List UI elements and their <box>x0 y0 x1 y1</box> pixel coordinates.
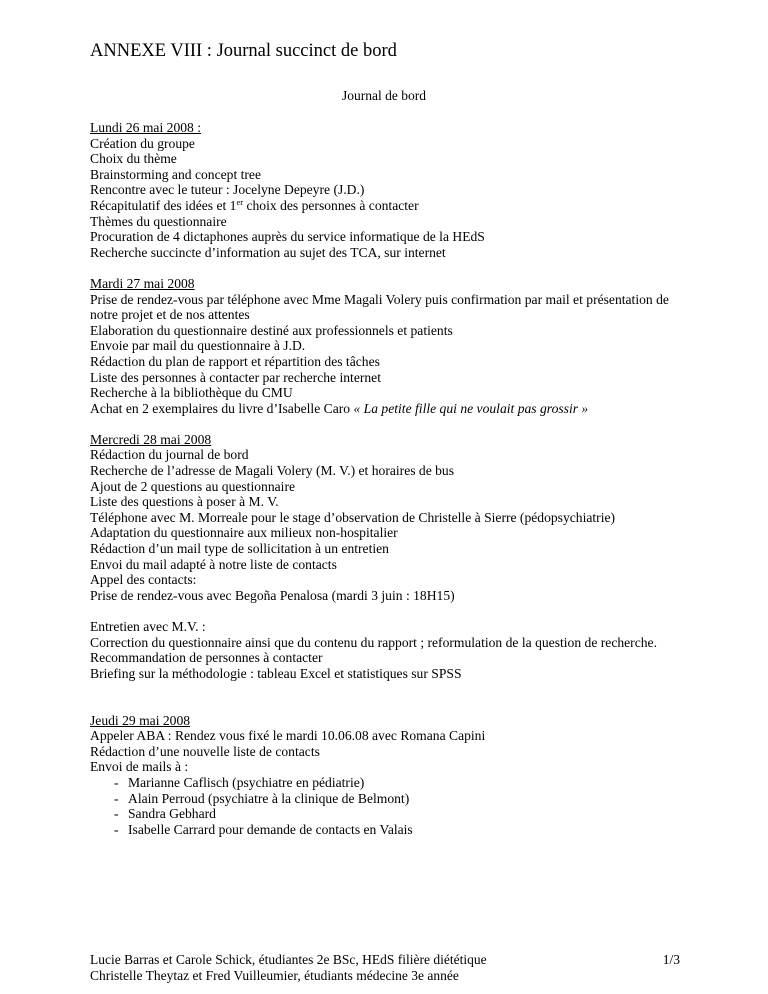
journal-line: Adaptation du questionnaire aux milieux non-hospitalier <box>90 525 398 541</box>
list-item-text: Sandra Gebhard <box>128 806 216 822</box>
journal-line: Rédaction d’une nouvelle liste de contacts <box>90 743 320 759</box>
page-number: 1/3 <box>662 952 680 967</box>
journal-body <box>90 120 690 837</box>
journal-line <box>90 401 690 417</box>
journal-line: Rédaction d’un mail type de sollicitation à un entretien <box>90 541 389 557</box>
journal-line: Recherche succincte d’information au sujet des TCA, sur internet <box>90 244 446 260</box>
journal-line: Rédaction du journal de bord <box>90 447 249 463</box>
journal-line: Recherche à la bibliothèque du CMU <box>90 385 293 401</box>
journal-line: Procuration de 4 dictaphones auprès du service informatique de la HEdS <box>90 229 485 245</box>
entry-date-heading: Jeudi 29 mai 2008 <box>90 712 191 728</box>
journal-text: choix des personnes à contacter <box>243 197 419 213</box>
dash-bullet: - <box>114 806 119 822</box>
list-item <box>90 775 690 791</box>
list-item <box>90 822 690 838</box>
page-footer <box>90 952 680 984</box>
journal-line: Envoi de mails à : <box>90 759 189 775</box>
page-header: ANNEXE VIII : Journal succinct de bord <box>90 41 397 61</box>
journal-line: Appeler ABA : Rendez vous fixé le mardi 10.06.08 avec Romana Capini <box>90 728 486 744</box>
spacer <box>90 416 690 432</box>
document-title: Journal de bord <box>342 88 426 103</box>
journal-line: Thèmes du questionnaire <box>90 213 227 229</box>
entry-entretien-mv <box>90 619 690 681</box>
journal-line: Rédaction du plan de rapport et répartition des tâches <box>90 353 380 369</box>
list-item <box>90 791 690 807</box>
journal-line <box>90 198 690 214</box>
list-item-text: Alain Perroud (psychiatre à la clinique de Belmont) <box>128 790 410 806</box>
journal-line: Liste des questions à poser à M. V. <box>90 494 279 510</box>
journal-line: Brainstorming and concept tree <box>90 166 261 182</box>
journal-line: Prise de rendez-vous par téléphone avec Mme Magali Volery puis confirmation par mail et présentation de notre projet et de nos attentes <box>90 291 669 323</box>
journal-line: Téléphone avec M. Morreale pour le stage d’observation de Christelle à Sierre (pédopsychiatrie) <box>90 509 616 525</box>
journal-line: Création du groupe <box>90 135 195 151</box>
journal-line: Envoi du mail adapté à notre liste de contacts <box>90 556 337 572</box>
journal-line: Briefing sur la méthodologie : tableau Excel et statistiques sur SPSS <box>90 665 462 681</box>
journal-text: Récapitulatif des idées et 1 <box>90 197 237 213</box>
contact-list <box>90 775 690 837</box>
journal-line: Prise de rendez-vous avec Begoña Penalosa (mardi 3 juin : 18H15) <box>90 587 455 603</box>
dash-bullet: - <box>114 821 119 837</box>
entry-date-heading: Mercredi 28 mai 2008 <box>90 431 212 447</box>
journal-line: Appel des contacts: <box>90 572 197 588</box>
footer-authors-line-2: Christelle Theytaz et Fred Vuilleumier, étudiants médecine 3e année <box>90 968 459 983</box>
journal-line: Envoie par mail du questionnaire à J.D. <box>90 338 306 354</box>
dash-bullet: - <box>114 790 119 806</box>
journal-line: Recherche de l’adresse de Magali Volery (M. V.) et horaires de bus <box>90 463 455 479</box>
entry-date-heading: Mardi 27 mai 2008 <box>90 275 195 291</box>
journal-line: Choix du thème <box>90 151 177 167</box>
entry-lundi-26-mai <box>90 120 690 260</box>
spacer <box>90 260 690 276</box>
journal-line: Recommandation de personnes à contacter <box>90 650 323 666</box>
journal-line: Correction du questionnaire ainsi que du contenu du rapport ; reformulation de la question de recherche. <box>90 634 657 650</box>
list-item <box>90 806 690 822</box>
journal-line: Ajout de 2 questions au questionnaire <box>90 478 296 494</box>
spacer <box>90 603 690 619</box>
entry-mercredi-28-mai <box>90 432 690 604</box>
journal-line: Liste des personnes à contacter par recherche internet <box>90 369 381 385</box>
list-item-text: Isabelle Carrard pour demande de contacts en Valais <box>128 821 413 837</box>
journal-text: Achat en 2 exemplaires du livre d’Isabelle Caro <box>90 400 354 416</box>
spacer <box>90 681 690 712</box>
footer-authors-line-1: Lucie Barras et Carole Schick, étudiantes 2e BSc, HEdS filière diététique <box>90 952 487 967</box>
journal-line: Entretien avec M.V. : <box>90 619 206 634</box>
list-item-text: Marianne Caflisch (psychiatre en pédiatrie) <box>128 774 365 790</box>
superscript: er <box>236 196 244 207</box>
entry-date-heading: Lundi 26 mai 2008 : <box>90 120 202 135</box>
journal-line: Rencontre avec le tuteur : Jocelyne Depeyre (J.D.) <box>90 182 365 198</box>
dash-bullet: - <box>114 774 119 790</box>
entry-mardi-27-mai <box>90 276 690 416</box>
journal-line: Elaboration du questionnaire destiné aux professionnels et patients <box>90 322 453 338</box>
entry-jeudi-29-mai <box>90 713 690 838</box>
book-title: « La petite fille qui ne voulait pas grossir » <box>353 400 589 416</box>
